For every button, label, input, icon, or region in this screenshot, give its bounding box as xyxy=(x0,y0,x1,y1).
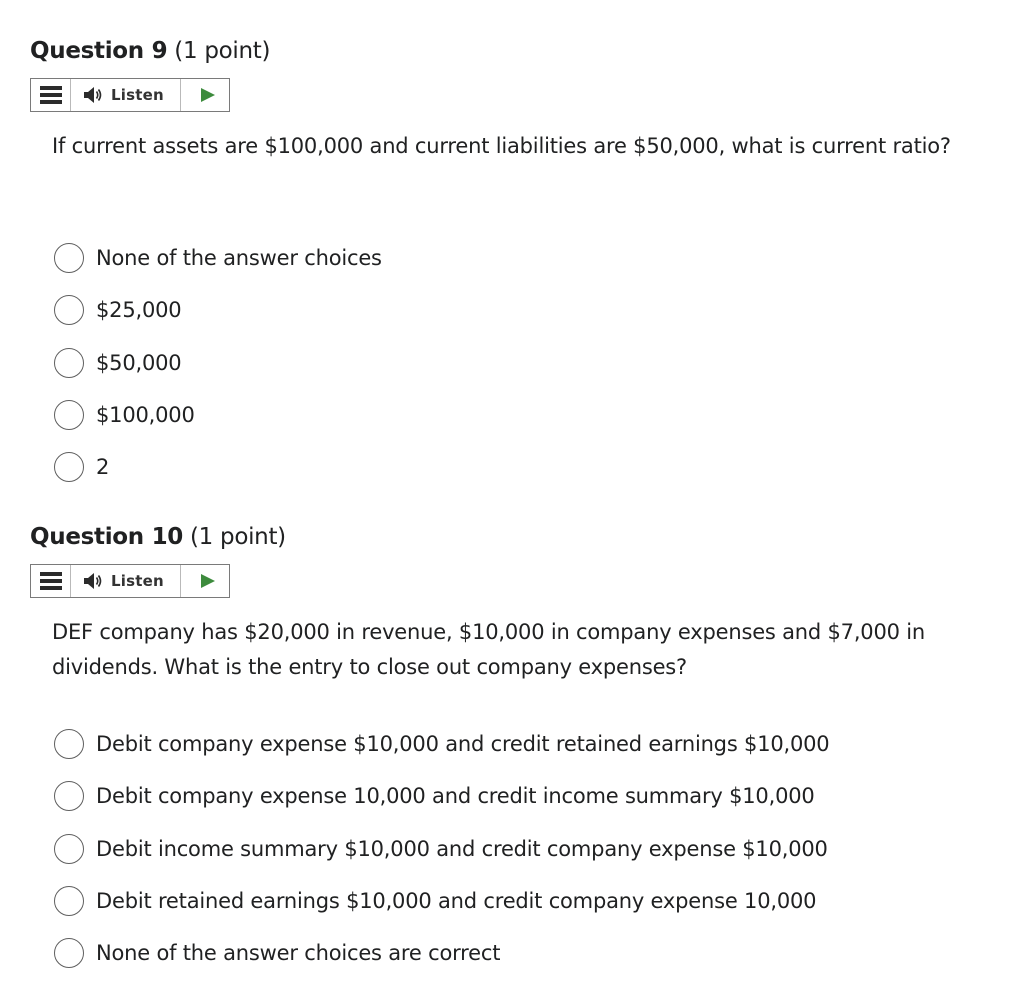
answer-label: Debit company expense $10,000 and credit retained earnings $10,000 xyxy=(96,732,830,757)
question-text: DEF company has $20,000 in revenue, $10,000 in company expenses and $7,000 in dividends. What is the entry to close out company expenses? xyxy=(52,620,926,679)
radio-button[interactable] xyxy=(54,886,84,916)
answer-options xyxy=(54,232,382,493)
answer-label: None of the answer choices are correct xyxy=(96,941,501,966)
answer-option[interactable] xyxy=(54,337,382,389)
menu-icon xyxy=(40,86,62,104)
listen-button[interactable] xyxy=(71,79,181,111)
question-9 xyxy=(30,36,1000,480)
radio-button[interactable] xyxy=(54,938,84,968)
answer-option[interactable] xyxy=(54,718,829,770)
radio-button[interactable] xyxy=(54,834,84,864)
answer-label: None of the answer choices xyxy=(96,246,382,271)
answer-option[interactable] xyxy=(54,389,382,441)
radio-button[interactable] xyxy=(54,400,84,430)
menu-icon xyxy=(40,572,62,590)
radio-button[interactable] xyxy=(54,295,84,325)
play-button[interactable] xyxy=(181,79,229,111)
play-icon xyxy=(200,87,216,103)
listen-toolbar xyxy=(30,564,230,598)
answer-option[interactable] xyxy=(54,441,382,493)
listen-button[interactable] xyxy=(71,565,181,597)
radio-button[interactable] xyxy=(54,781,84,811)
answer-label: $25,000 xyxy=(96,298,182,323)
listen-toolbar xyxy=(30,78,230,112)
answer-option[interactable] xyxy=(54,823,829,875)
question-header xyxy=(30,36,1000,66)
radio-button[interactable] xyxy=(54,348,84,378)
answer-label: Debit retained earnings $10,000 and credit company expense 10,000 xyxy=(96,889,817,914)
question-title: Question 9 xyxy=(30,38,168,64)
play-button[interactable] xyxy=(181,565,229,597)
question-points: (1 point) xyxy=(174,38,271,64)
radio-button[interactable] xyxy=(54,729,84,759)
radio-button[interactable] xyxy=(54,452,84,482)
question-points: (1 point) xyxy=(190,524,286,550)
question-header xyxy=(30,522,1000,552)
answer-label: $50,000 xyxy=(96,350,182,375)
menu-button[interactable] xyxy=(31,79,71,111)
listen-label: Listen xyxy=(111,86,164,104)
answer-label: 2 xyxy=(96,455,110,480)
answer-label: $100,000 xyxy=(96,403,195,428)
answer-label: Debit company expense 10,000 and credit income summary $10,000 xyxy=(96,784,815,809)
question-text: If current assets are $100,000 and current liabilities are $50,000, what is current ratio? xyxy=(52,134,951,158)
answer-option[interactable] xyxy=(54,232,382,284)
speaker-icon xyxy=(83,86,103,104)
question-title: Question 10 xyxy=(30,524,183,550)
speaker-icon xyxy=(83,572,103,590)
answer-option[interactable] xyxy=(54,770,829,822)
play-icon xyxy=(200,573,216,589)
listen-label: Listen xyxy=(111,572,164,590)
question-10 xyxy=(30,522,1000,966)
answer-options xyxy=(54,718,829,979)
answer-option[interactable] xyxy=(54,875,829,927)
radio-button[interactable] xyxy=(54,243,84,273)
menu-button[interactable] xyxy=(31,565,71,597)
answer-option[interactable] xyxy=(54,284,382,336)
answer-option[interactable] xyxy=(54,927,829,979)
answer-label: Debit income summary $10,000 and credit company expense $10,000 xyxy=(96,836,828,861)
